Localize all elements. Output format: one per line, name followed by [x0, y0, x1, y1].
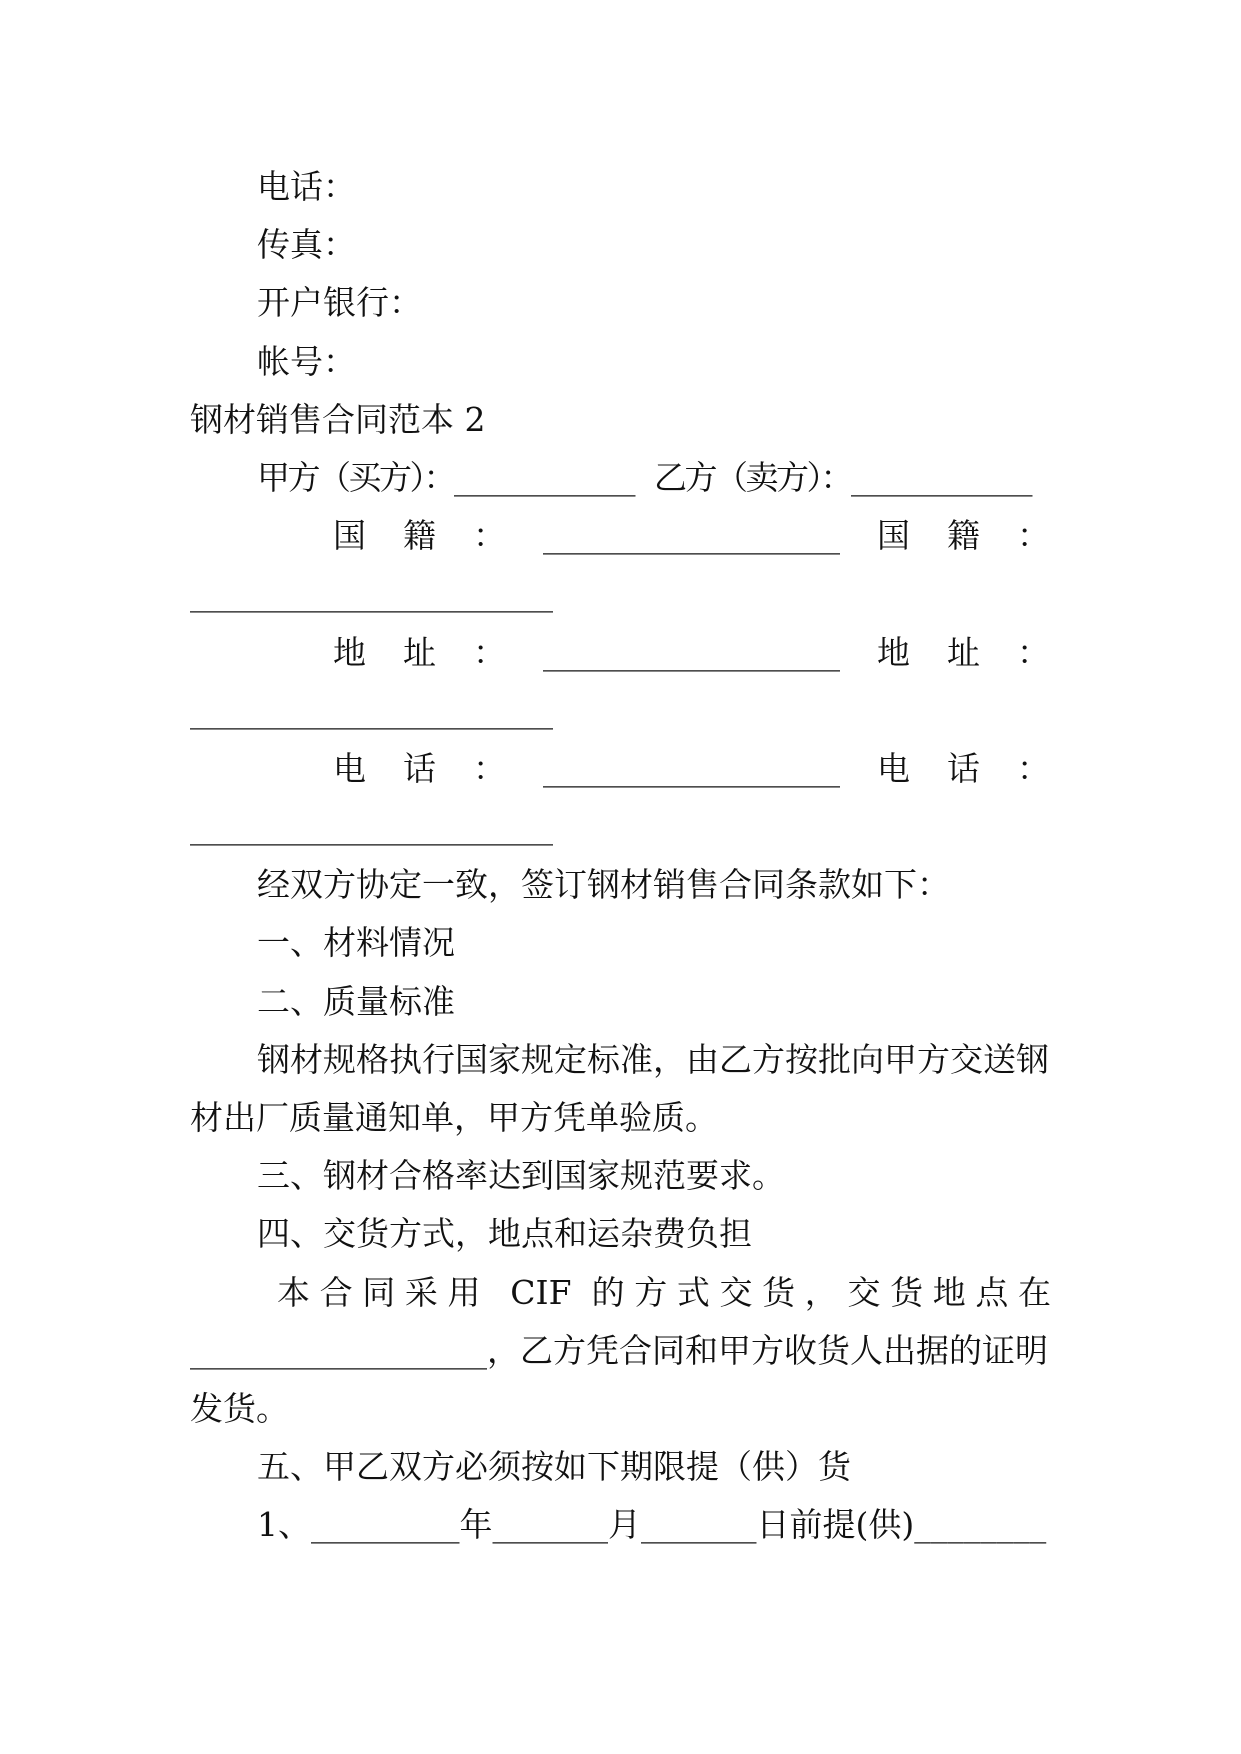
year-blank: _________: [311, 1505, 460, 1545]
party-row: [190, 449, 1051, 507]
seller-address-label: 地址：: [877, 632, 1087, 672]
party-phone-row: [190, 740, 1087, 798]
seller-nationality-blank-row: [190, 565, 1051, 623]
seller-phone-blank-row: [190, 798, 1051, 856]
clause-4-text-line: 本合同采用 CIF 的方式交货，交货地点在: [277, 1272, 1051, 1312]
account-number-label: 帐号：: [257, 341, 356, 381]
clause-4-text-line: 发货。: [190, 1388, 289, 1428]
seller-phone-label: 电话：: [877, 748, 1087, 788]
day-blank: _______: [641, 1505, 757, 1545]
contract-title: 钢材销售合同范本 2: [190, 399, 486, 439]
buyer-label: 甲方（买方）：: [257, 457, 454, 497]
intro-paragraph: 经双方协定一致，签订钢材销售合同条款如下：: [257, 865, 950, 905]
clause-2-heading: 二、质量标准: [257, 981, 455, 1021]
month-label: 月: [608, 1505, 641, 1545]
clause-3-heading: 三、钢材合格率达到国家规范要求。: [257, 1156, 785, 1196]
address-row: [190, 624, 1087, 682]
item-number: 1、: [257, 1505, 311, 1545]
buyer-address-blank: __________________: [543, 632, 840, 672]
year-label: 年: [459, 1505, 493, 1545]
document-page: [190, 158, 1087, 1555]
month-blank: _______: [492, 1505, 608, 1545]
seller-address-blank: ______________________: [190, 690, 553, 730]
seller-phone-blank: ______________________: [190, 807, 553, 847]
clause-4-heading: 四、交货方式，地点和运杂费负担: [257, 1214, 752, 1254]
goods-blank: ________: [914, 1505, 1047, 1545]
seller-nationality-label: 国籍：: [877, 516, 1087, 556]
buyer-name-blank: ___________: [454, 457, 636, 497]
delivery-location-blank: __________________: [190, 1330, 487, 1370]
clause-5-heading: 五、甲乙双方必须按如下期限提（供）货: [257, 1447, 851, 1487]
seller-address-blank-row: [190, 682, 1051, 740]
seller-name-blank: ___________: [851, 457, 1033, 497]
clause-2-text-line: 材出厂质量通知单，甲方凭单验质。: [190, 1098, 718, 1137]
buyer-nationality-blank: __________________: [543, 516, 840, 556]
buyer-address-label: 地址：: [333, 632, 543, 672]
phone-label: 电话：: [257, 167, 356, 206]
clause-4-text-rest: ，乙方凭合同和甲方收货人出据的证明: [487, 1330, 1048, 1370]
bank-label: 开户银行：: [257, 283, 422, 323]
fax-label: 传真：: [257, 225, 356, 265]
nationality-row: [190, 507, 1087, 565]
clause-2-text-line: 钢材规格执行国家规定标准，由乙方按批向甲方交送钢: [257, 1039, 1049, 1079]
seller-label: 乙方（卖方）：: [654, 457, 851, 497]
buyer-phone-blank: __________________: [543, 748, 840, 788]
clause-4-text-line: [190, 1322, 1051, 1380]
clause-5-item-1: [190, 1496, 1051, 1554]
buyer-nationality-label: 国籍：: [333, 516, 543, 556]
seller-nationality-blank: ______________________: [190, 574, 553, 614]
clause-1-heading: 一、材料情况: [257, 923, 455, 963]
buyer-phone-label: 电话：: [333, 748, 543, 788]
deadline-suffix: 日前提(供): [756, 1505, 915, 1545]
